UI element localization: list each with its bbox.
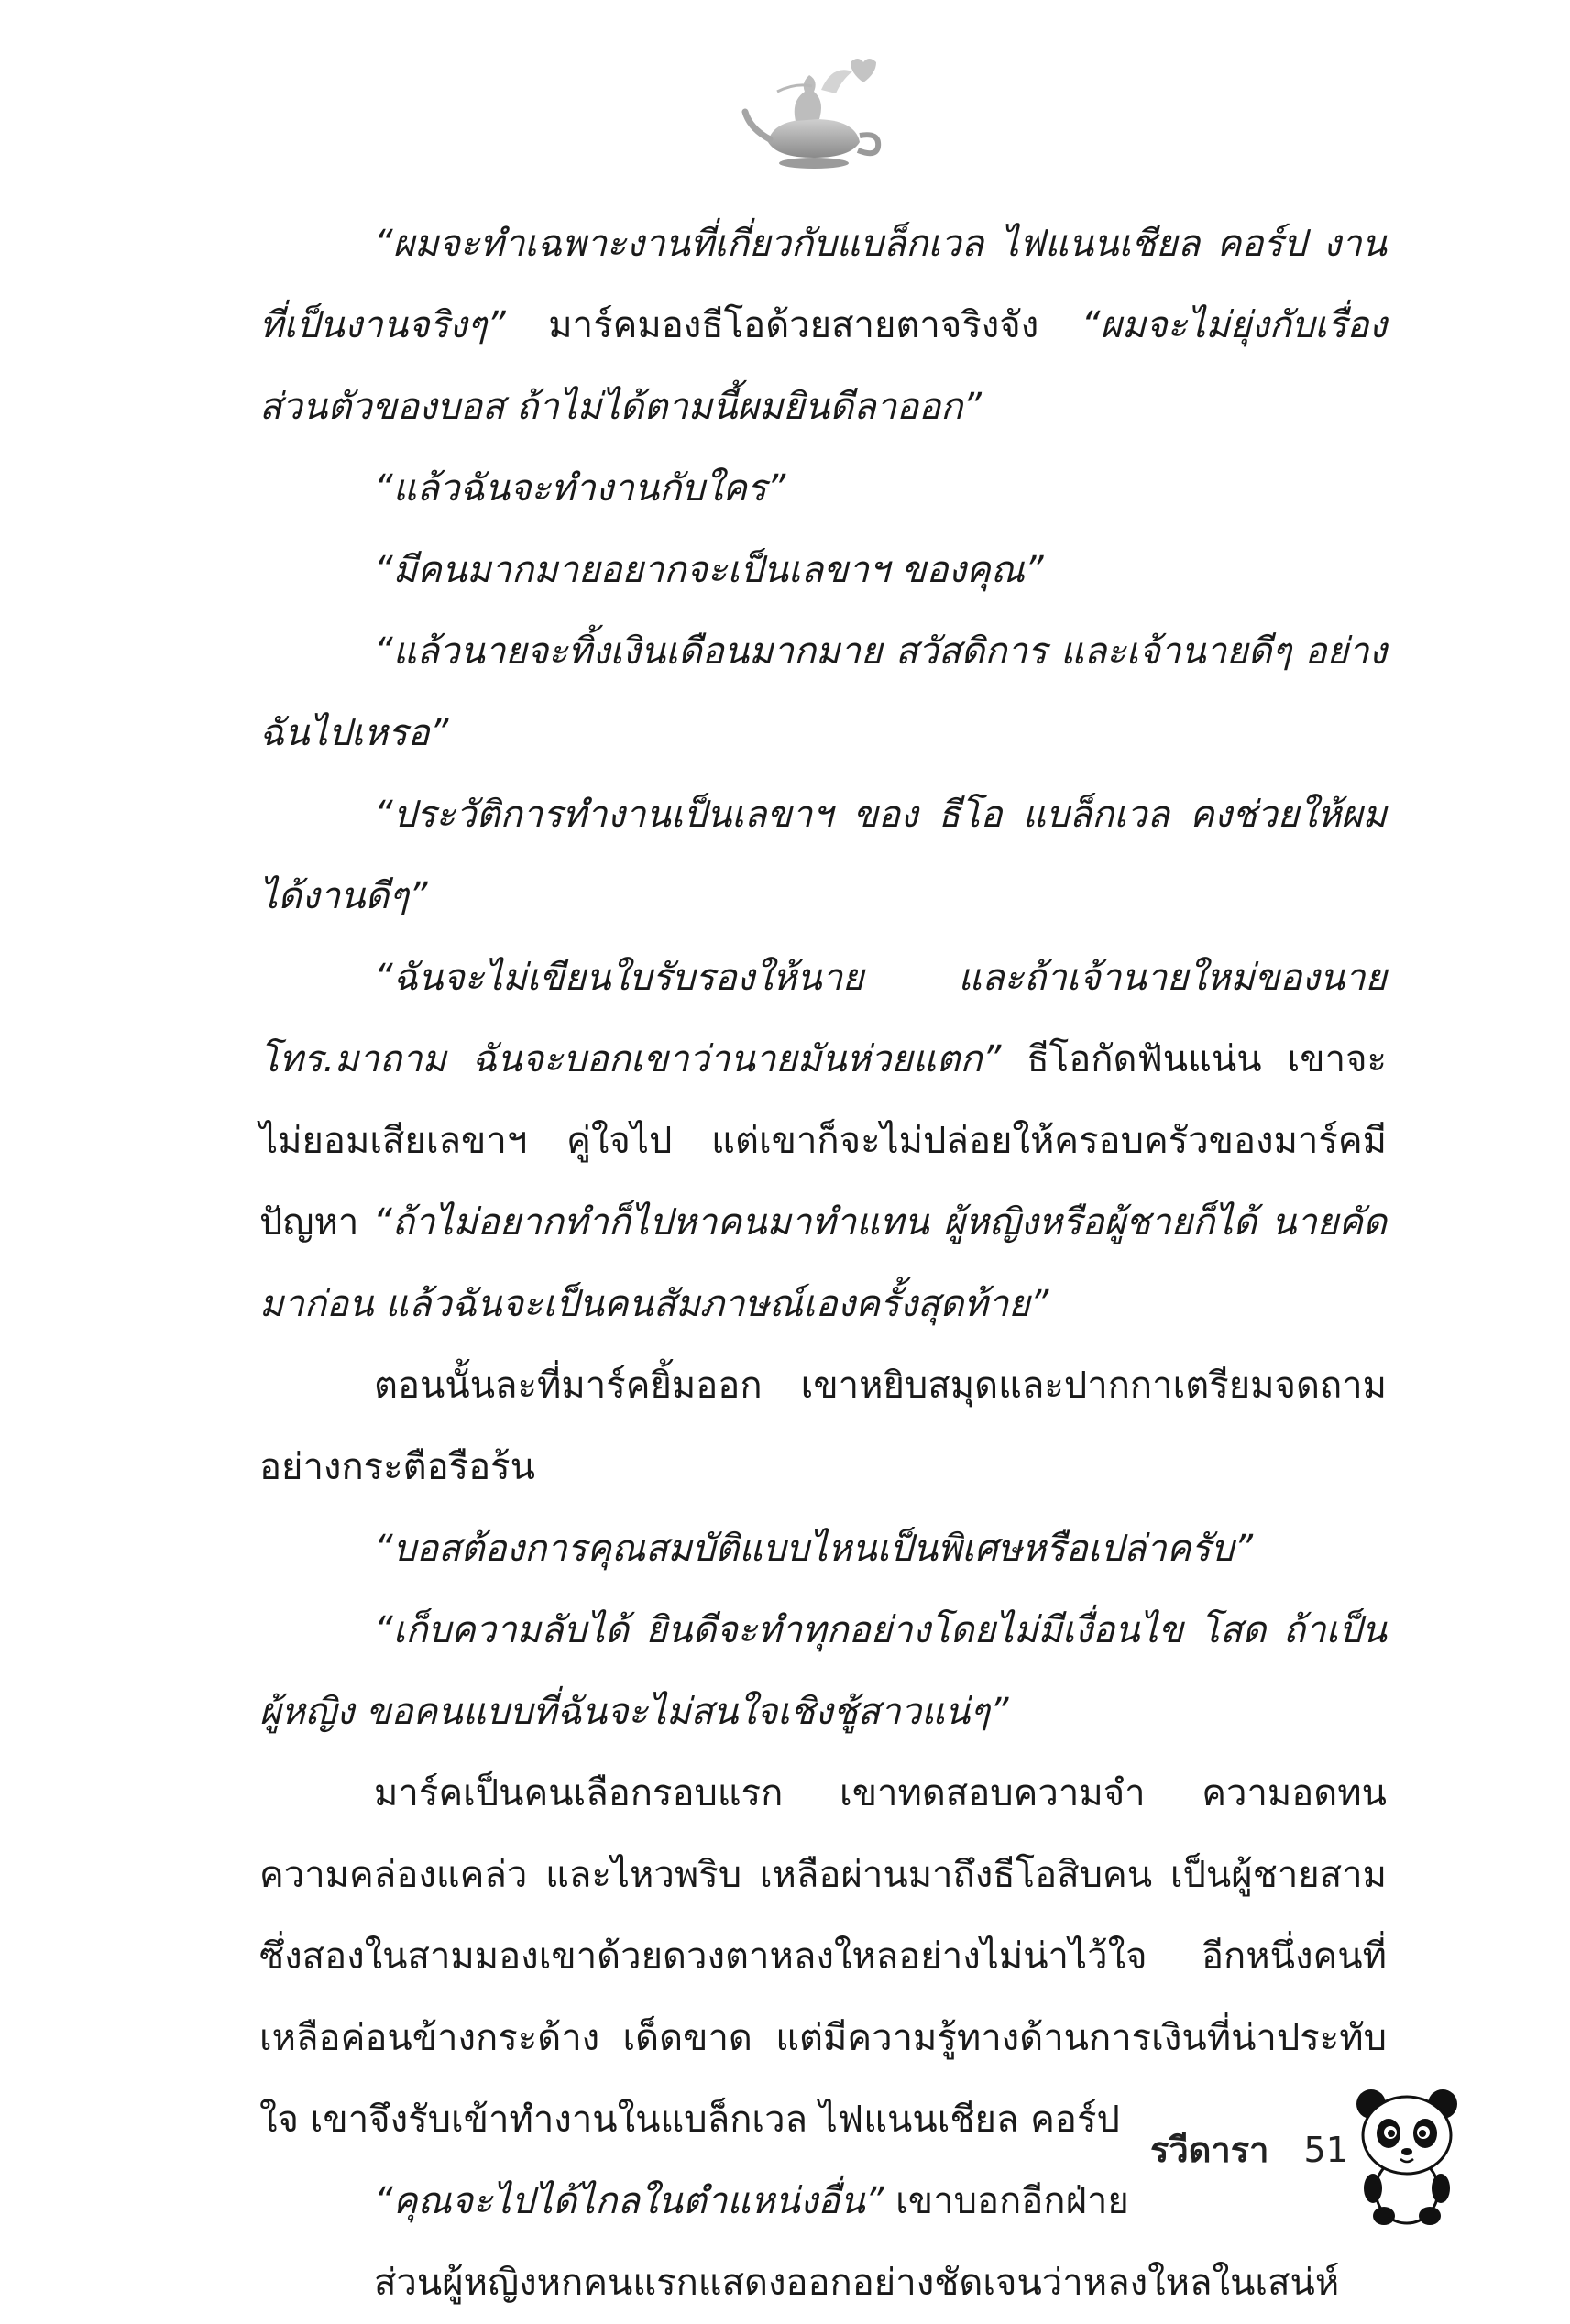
narration-text: ส่วนผู้หญิงหกคนแรกแสดงออกอย่างชัดเจนว่าหลงใหลในเสน่ห์ [374, 2262, 1340, 2304]
narration-text: ตอนนั้นละที่มาร์คยิ้มออก เขาหยิบสมุดและปากกาเตรียมจดถามอย่างกระตือรือร้น [259, 1365, 1387, 1488]
paragraph [259, 203, 1387, 448]
paragraph [259, 1508, 1387, 1590]
dialogue-text: “ฉันจะไม่เขียนใบรับรองให้นาย และถ้าเจ้านายใหม่ของนายโทร.มาถาม ฉันจะบอกเขาว่านายมันห่วยแตก” [259, 957, 1387, 1080]
dialogue-text: “แล้วนายจะทิ้งเงินเดือนมากมาย สวัสดิการ และเจ้านายดีๆ อย่างฉันไปเหรอ” [259, 630, 1387, 754]
paragraph [259, 448, 1387, 530]
dialogue-text: “ผมจะทำเฉพาะงานที่เกี่ยวกับแบล็กเวล ไฟแนนเชียล คอร์ป งานที่เป็นงานจริงๆ” [259, 223, 1387, 346]
dialogue-text: “มีคนมากมายอยากจะเป็นเลขาฯ ของคุณ” [374, 549, 1044, 591]
paragraph [259, 2242, 1387, 2324]
teapot-cupid-ornament-icon [741, 55, 887, 174]
narration-text: ธีโอกัดฟันแน่น เขาจะไม่ยอมเสียเลขาฯ คู่ใจไป แต่เขาก็จะไม่ปล่อยให้ครอบครัวของมาร์คมีปัญหา [259, 1038, 1387, 1244]
paragraph [259, 937, 1387, 1345]
paragraph [259, 611, 1387, 774]
dialogue-text: “ผมจะไม่ยุ่งกับเรื่องส่วนตัวของบอส ถ้าไม่ได้ตามนี้ผมยินดีลาออก” [259, 304, 1387, 428]
brand-name: รวีดารา [1150, 2130, 1269, 2170]
page-number: 51 [1303, 2129, 1348, 2170]
paragraph [259, 1345, 1387, 1508]
paragraph [259, 530, 1387, 611]
dialogue-text: “เก็บความลับได้ ยินดีจะทำทุกอย่างโดยไม่มีเงื่อนไข โสด ถ้าเป็นผู้หญิง ขอคนแบบที่ฉันจะไม่สนใจเชิงชู้สาวแน่ๆ” [259, 1609, 1387, 1733]
dialogue-text: “บอสต้องการคุณสมบัติแบบไหนเป็นพิเศษหรือเปล่าครับ” [374, 1528, 1254, 1570]
paragraph [259, 1753, 1387, 2161]
dialogue-text: “คุณจะไปได้ไกลในตำแหน่งอื่น” [374, 2180, 884, 2222]
dialogue-text: “ถ้าไม่อยากทำก็ไปหาคนมาทำแทน ผู้หญิงหรือผู้ชายก็ได้ นายคัดมาก่อน แล้วฉันจะเป็นคนสัมภาษณ์เองครั้งสุดท้าย” [259, 1201, 1388, 1325]
narration-text: มาร์คเป็นคนเลือกรอบแรก เขาทดสอบความจำ ความอดทน ความคล่องแคล่ว และไหวพริบ เหลือผ่านมาถึงธีโอสิบคน เป็นผู้ชายสาม ซึ่งสองในสามมองเขาด้วยดวงตาหลงใหลอย่างไม่น่าไว้ใจ อีกหนึ่งคนที่เหลือค่อนข้างกระด้าง เด็ดขาด แต่มีความรู้ทางด้านการเงินที่น่าประทับใจ เขาจึงรับเข้าทำงานในแบล็กเวล ไฟแนนเชียล คอร์ป [259, 1772, 1387, 2141]
narration-text: มาร์คมองธีโอด้วยสายตาจริงจัง [505, 304, 1081, 346]
paragraph [259, 774, 1387, 937]
narration-text: เขาบอกอีกฝ่าย [884, 2180, 1129, 2222]
paragraph [259, 1590, 1387, 1753]
dialogue-text: “ประวัติการทำงานเป็นเลขาฯ ของ ธีโอ แบล็กเวล คงช่วยให้ผมได้งานดีๆ” [259, 794, 1387, 917]
dialogue-text: “แล้วฉันจะทำงานกับใคร” [374, 467, 786, 510]
body-text [259, 203, 1387, 2324]
panda-icon [1347, 2080, 1466, 2227]
page-footer [1150, 2121, 1348, 2177]
